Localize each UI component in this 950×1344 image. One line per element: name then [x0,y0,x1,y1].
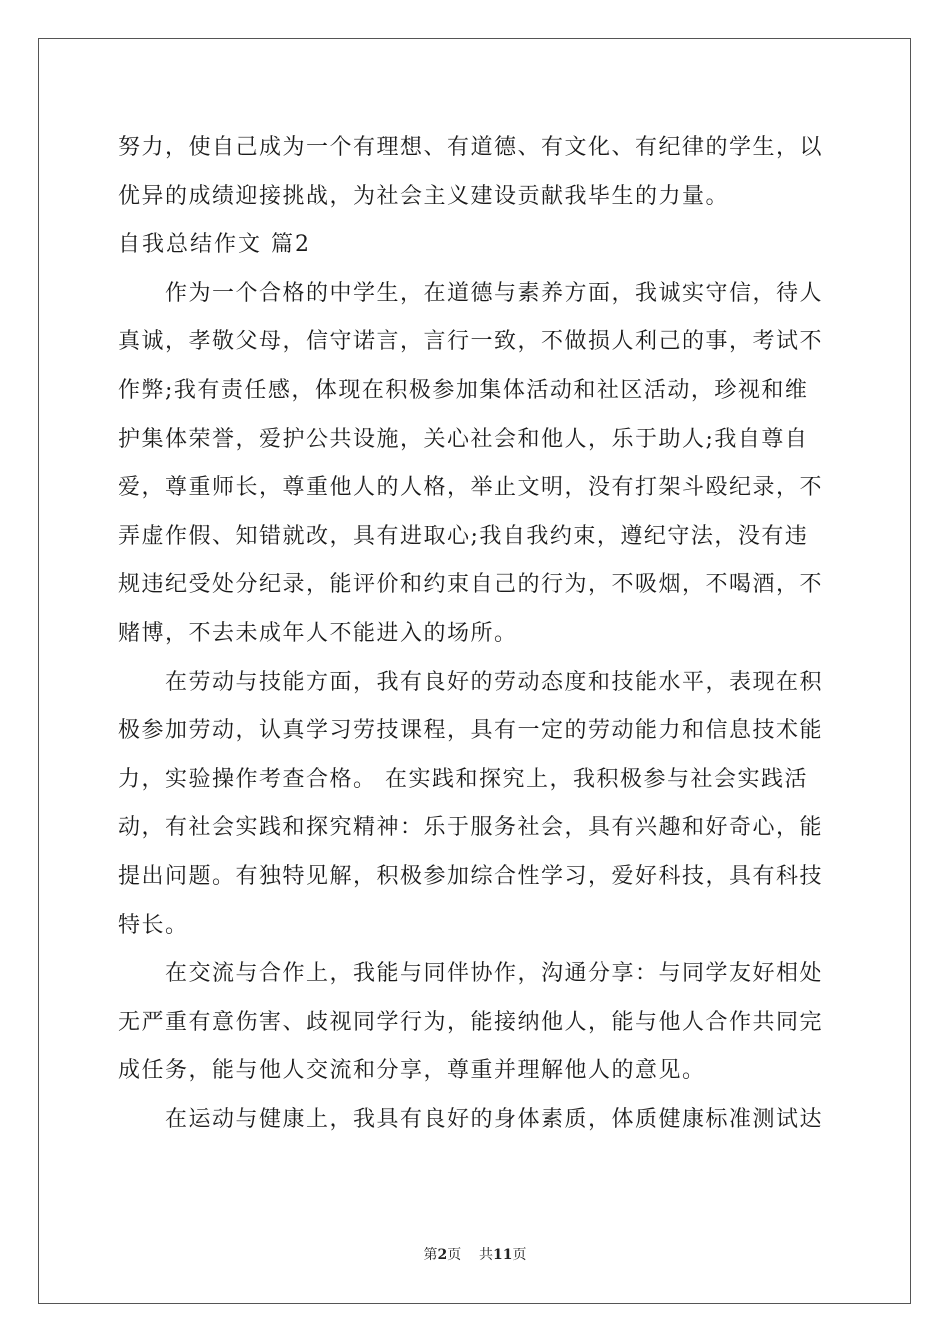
footer-page-number: 2 [437,1247,448,1263]
text-line: 真诚，孝敬父母，信守诺言，言行一致，不做损人利己的事，考试不 [118,329,824,355]
text-line: 努力，使自己成为一个有理想、有道德、有文化、有纪律的学生，以 [118,135,824,160]
footer-prefix: 第 [423,1247,438,1263]
text-line: 无严重有意伤害、歧视同学行为，能接纳他人，能与他人合作共同完 [118,1009,824,1035]
text-line: 作弊;我有责任感，体现在积极参加集体活动和社区活动，珍视和维 [118,377,809,403]
text-line: 特长。 [118,912,189,938]
text-line: 成任务，能与他人交流和分享，尊重并理解他人的意见。 [118,1058,706,1084]
paragraph-first-line: 在劳动与技能方面，我有良好的劳动态度和技能水平，表现在积 [165,669,824,695]
footer-total-prefix: 共 [479,1247,494,1263]
footer-page-suffix: 页 [447,1247,462,1263]
paragraph-first-line: 在交流与合作上，我能与同伴协作，沟通分享：与同学友好相处 [165,961,824,987]
text-line: 力，实验操作考查合格。 在实践和探究上，我积极参与社会实践活 [118,766,808,792]
text-line: 赌博，不去未成年人不能进入的场所。 [118,620,518,646]
footer-total-pages: 11 [493,1247,513,1263]
paragraph-first-line: 在运动与健康上，我具有良好的身体素质，体质健康标准测试达 [165,1106,824,1132]
section-heading: 自我总结作文 篇2 [118,232,311,258]
page-footer [0,1244,950,1264]
text-line: 护集体荣誉，爱护公共设施，关心社会和他人，乐于助人;我自尊自 [118,426,809,452]
text-line: 弄虚作假、知错就改，具有进取心;我自我约束，遵纪守法，没有违 [118,523,809,549]
text-line: 极参加劳动，认真学习劳技课程，具有一定的劳动能力和信息技术能 [118,718,824,744]
paragraph-first-line: 作为一个合格的中学生，在道德与素养方面，我诚实守信，待人 [165,280,824,306]
text-line: 优异的成绩迎接挑战，为社会主义建设贡献我毕生的力量。 [118,183,730,209]
text-line: 规违纪受处分纪录，能评价和约束自己的行为，不吸烟，不喝酒，不 [118,572,824,598]
text-line: 提出问题。有独特见解，积极参加综合性学习，爱好科技，具有科技 [118,863,824,889]
text-line: 爱，尊重师长，尊重他人的人格，举止文明，没有打架斗殴纪录，不 [118,475,824,501]
footer-total-suffix: 页 [512,1247,527,1263]
text-line: 动，有社会实践和探究精神：乐于服务社会，具有兴趣和好奇心，能 [118,815,824,841]
document-body [118,124,834,1144]
